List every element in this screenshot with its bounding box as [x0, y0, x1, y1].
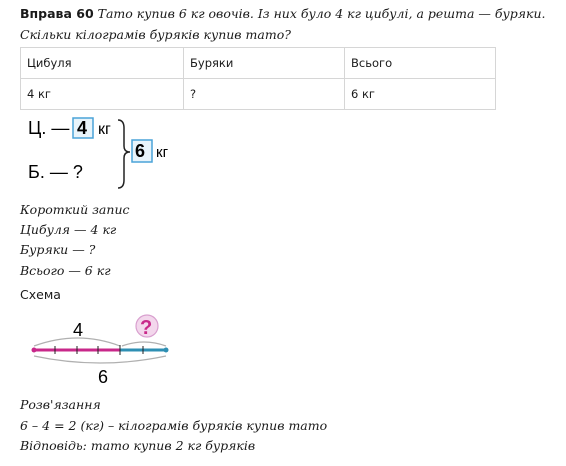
exercise-condition [20, 6, 546, 22]
exercise-question: Скільки кілограмів буряків купив тато? [20, 27, 291, 42]
table-row [21, 79, 496, 110]
exercise-label: Вправа 60 [20, 6, 94, 21]
short-note-line: Буряки — ? [20, 242, 96, 257]
solution-answer: Відповідь: тато купив 2 кг буряків [20, 438, 256, 453]
short-note-line: Цибуля — 4 кг [20, 222, 117, 237]
curly-brace [118, 120, 130, 188]
bottom-label: 6 [98, 367, 109, 387]
table-cell: 6 кг [345, 79, 496, 110]
brace-row1-value: 4 [77, 118, 88, 138]
table-cell: 4 кг [21, 79, 184, 110]
segment-end-point [164, 348, 169, 353]
brace-row1-label: Ц. — [28, 118, 70, 138]
top-label: 4 [73, 320, 84, 340]
scheme-title: Схема [20, 287, 61, 302]
brace-total-value: 6 [135, 141, 146, 161]
table-header-cell: Буряки [184, 48, 345, 79]
table-header-cell: Цибуля [21, 48, 184, 79]
bottom-arc [34, 356, 166, 363]
solution-expression: 6 – 4 = 2 (кг) – кілограмів буряків купив тато [20, 418, 328, 433]
exercise-condition-text: Тато купив 6 кг овочів. Із них було 4 кг цибулі, а решта — буряки. [97, 6, 546, 21]
table-cell: ? [184, 79, 345, 110]
unknown-arc [122, 342, 166, 346]
brace-scheme [20, 112, 185, 196]
table-header-cell: Всього [345, 48, 496, 79]
segment-scheme [20, 308, 180, 390]
short-note-title: Короткий запис [20, 202, 130, 217]
brace-row1-unit: кг [98, 121, 111, 138]
data-table [20, 47, 496, 110]
solution-title: Розв'язання [20, 397, 101, 412]
unknown-label: ? [140, 317, 153, 339]
brace-total-unit: кг [156, 144, 169, 161]
short-note-line: Всього — 6 кг [20, 263, 111, 278]
segment-start-point [32, 348, 37, 353]
table-header-row [21, 48, 496, 79]
brace-row2-label: Б. — ? [28, 162, 83, 182]
